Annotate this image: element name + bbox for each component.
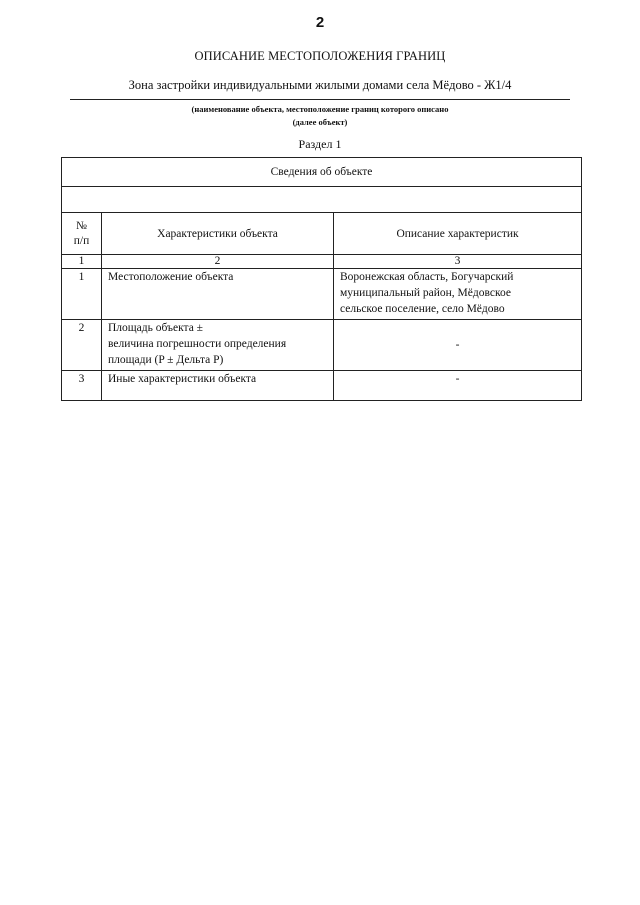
- page-number: 2: [315, 14, 325, 31]
- header-description: Описание характеристик: [334, 213, 582, 255]
- description-line: -: [455, 373, 460, 385]
- characteristic-line: Местоположение объекта: [108, 271, 234, 283]
- row-description: [334, 371, 582, 401]
- row-number: 3: [62, 371, 102, 401]
- title-underline: [70, 99, 570, 100]
- table-title: Сведения об объекте: [62, 158, 582, 187]
- section-title: Раздел 1: [298, 137, 342, 151]
- description-line: сельское поселение, село Мёдово: [340, 303, 505, 315]
- table-header-row: [62, 213, 582, 255]
- row-characteristic: [102, 269, 334, 320]
- row-description: [334, 269, 582, 320]
- column-index-3: 3: [334, 255, 582, 269]
- table-row: [62, 269, 582, 320]
- object-caption-line-2: (далее объект): [292, 117, 348, 127]
- description-line: Воронежская область, Богучарский: [340, 271, 514, 283]
- row-number: 2: [62, 320, 102, 371]
- document-title: ОПИСАНИЕ МЕСТОПОЛОЖЕНИЯ ГРАНИЦ: [194, 49, 446, 63]
- column-index-row: [62, 255, 582, 269]
- column-index-2: 2: [102, 255, 334, 269]
- characteristic-line: величина погрешности определения: [108, 338, 287, 350]
- empty-cell: [62, 187, 582, 213]
- column-index-1: 1: [62, 255, 102, 269]
- object-caption-line-1: (наименование объекта, местоположение границ которого описано: [191, 104, 449, 114]
- row-description: [334, 320, 582, 371]
- description-line: муниципальный район, Мёдовское: [340, 287, 511, 299]
- object-name: Зона застройки индивидуальными жилыми домами села Мёдово - Ж1/4: [128, 78, 512, 92]
- description-line: -: [455, 339, 460, 351]
- row-characteristic: [102, 371, 334, 401]
- object-info-table: [61, 157, 582, 401]
- header-number-symbol: №: [76, 219, 87, 232]
- row-characteristic: [102, 320, 334, 371]
- table-row: [62, 371, 582, 401]
- characteristic-line: площади (P ± Дельта P): [108, 354, 224, 366]
- row-number: 1: [62, 269, 102, 320]
- characteristic-line: Площадь объекта ±: [108, 322, 203, 334]
- table-title-row: [62, 158, 582, 187]
- header-characteristics: Характеристики объекта: [102, 213, 334, 255]
- characteristic-line: Иные характеристики объекта: [108, 373, 257, 385]
- header-number: [62, 213, 102, 255]
- table-empty-row: [62, 187, 582, 213]
- table-row: [62, 320, 582, 371]
- header-number-abbrev: п/п: [73, 234, 90, 247]
